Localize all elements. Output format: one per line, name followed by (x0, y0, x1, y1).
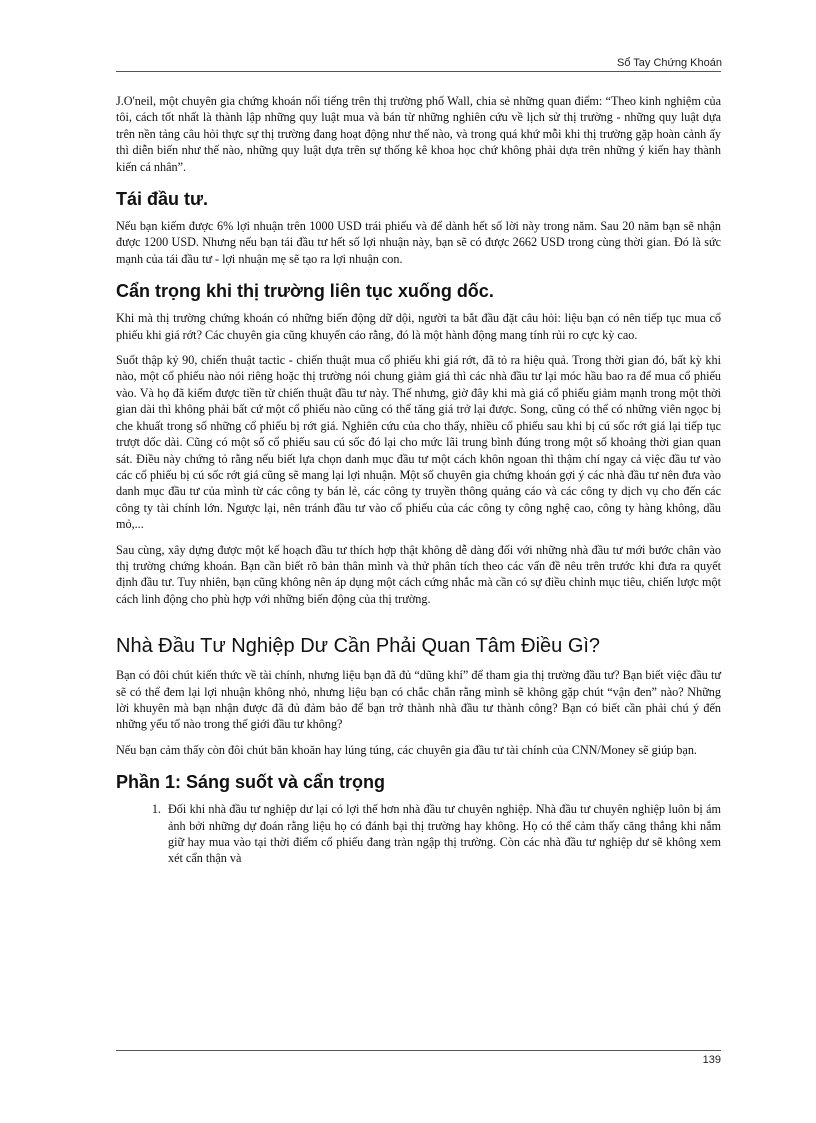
paragraph-caution-intro: Khi mà thị trường chứng khoán có những biến động dữ dội, người ta bắt đầu đặt câu hỏi: liệu bạn có nên tiếp tục mua cổ phiếu khi giá rớt? Các chuyên gia cũng khuyến cáo rằng, đó là một hành động mang tính rủi ro cực kỳ cao. (116, 311, 721, 342)
page-body (116, 93, 721, 867)
paragraph-amateur-intro: Bạn có đôi chút kiến thức về tài chính, nhưng liệu bạn đã đủ “dũng khí” để tham gia thị trường đầu tư? Bạn biết việc đầu tư sẽ có thể đem lại lợi nhuận không nhỏ, nhưng liệu bạn có chắc chắn rằng mình sẽ không gặp chút “vận đen” nào? Những lời khuyên mà bạn nhận được đã đủ đảm bảo để bạn trở thành nhà đầu tư thành công? Bạn có biết cần phải chú ý đến những yếu tố nào trong thế giới đầu tư không? (116, 668, 721, 732)
paragraph-tactic: Suốt thập kỷ 90, chiến thuật tactic - chiến thuật mua cổ phiếu khi giá rớt, đã tỏ ra hiệu quả. Trong thời gian đó, bất kỳ khi nào, một cổ phiếu nào nói riêng hoặc thị trường nói chung giảm giá thì các nhà đầu tư lại móc hầu bao ra để mua cổ phiếu vào. Và họ đã kiếm được tiền từ chiến thuật đầu tư này. Thế nhưng, giờ đây khi mà giá cổ phiếu giảm mạnh trong một thời gian dài thì không phải bất cứ một cổ phiếu nào cũng có thể tăng giá trở lại được. Song, cũng có thể có những viên ngọc bị che khuất trong số những cổ phiếu bị rớt giá. Nghiên cứu của cho thấy, nhiều cổ phiếu sau khi bị cú sốc rớt giá lại tiếp tục trượt dốc dài. Cũng có một số cổ phiếu sau cú sốc đó lại cho mức lãi trung bình đúng trong một số khoảng thời gian quan sát. Điều này chứng tỏ rằng nếu biết lựa chọn danh mục đầu tư một cách khôn ngoan thì thậm chí ngay cả việc đầu tư vào các cổ phiếu bị cú sốc rớt giá cũng sẽ mang lại lợi nhuận. Một số chuyên gia chứng khoán gợi ý các nhà đầu tư nên đưa vào danh mục đầu tư của mình từ các công ty bán lẻ, các công ty truyền thông quảng cáo và các công ty dịch vụ cho đến các công ty tài chính lớn. Ngược lại, nên tránh đầu tư vào cổ phiếu của các công ty công nghệ cao, công ty hàng không, dầu mỏ,... (116, 353, 721, 532)
heading-part1: Phần 1: Sáng suốt và cẩn trọng (116, 772, 386, 793)
paragraph-plan: Sau cùng, xây dựng được một kế hoạch đầu tư thích hợp thật không dễ dàng đối với những nhà đầu tư mới bước chân vào thị trường chứng khoán. Bạn cần biết rõ bản thân mình và thử phân tích theo các vấn đề nêu trên trước khi đưa ra quyết định đầu tư. Tuy nhiên, bạn cũng không nên áp dụng một cách cứng nhắc mà cần có sự điều chỉnh mục tiêu, chiến lược một cách linh động cho phù hợp với những biến động của thị trường. (116, 542, 721, 606)
paragraph-oneil-quote: J.O'neil, một chuyên gia chứng khoán nổi tiếng trên thị trường phố Wall, chia sẻ những quan điểm: “Theo kinh nghiệm của tôi, cách tốt nhất là thành lập những quy luật mua và bán từ những nghiên cứu về lịch sử thị trường - những quy luật dựa trên nền tảng câu hỏi thực sự thị trường đang hoạt động như thế nào, và trong quá khứ mỗi khi thị trường gặp hoàn cảnh ấy thì diễn biến như thế nào, những quy luật dựa trên sự thống kê khoa học chứ không phải dựa trên những ý kiến hay thành kiến cá nhân”. (116, 94, 721, 174)
page-number: 139 (702, 1054, 721, 1066)
running-header: Sổ Tay Chứng Khoán (616, 57, 722, 69)
paragraph-cnn-money: Nếu bạn cảm thấy còn đôi chút băn khoăn hay lúng túng, các chuyên gia đầu tư tài chính của CNN/Money sẽ giúp bạn. (116, 742, 697, 757)
heading-caution: Cẩn trọng khi thị trường liên tục xuống dốc. (116, 281, 494, 302)
numbered-list (116, 801, 721, 867)
paragraph-reinvest: Nếu bạn kiếm được 6% lợi nhuận trên 1000 USD trái phiếu và để dành hết số lời này trong năm. Sau 20 năm bạn sẽ nhận được 1200 USD. Nhưng nếu bạn tái đầu tư hết số lợi nhuận này, bạn sẽ có được 2662 USD trong cùng thời gian. Đó là sức mạnh của tái đầu tư - lợi nhuận mẹ sẽ tạo ra lợi nhuận con. (116, 219, 721, 266)
footer-divider (116, 1050, 721, 1051)
header-divider (116, 71, 721, 72)
heading-reinvest: Tái đầu tư. (116, 189, 209, 210)
heading-amateur-investor: Nhà Đầu Tư Nghiệp Dư Cần Phải Quan Tâm Điều Gì? (116, 635, 601, 658)
list-item: 1. Đối khi nhà đầu tư nghiệp dư lại có lợi thế hơn nhà đầu tư chuyên nghiệp. Nhà đầu tư chuyên nghiệp luôn bị ám ảnh bởi những dự đoán rằng liệu họ có đánh bại thị trường hay không. Họ có thể cảm thấy căng thẳng khi nắm giữ hay mua vào tại thời điểm cổ phiếu đang tràn ngập thị trường. Còn các nhà đầu tư nghiệp dư sẽ không xem xét cẩn thận và (164, 801, 721, 867)
